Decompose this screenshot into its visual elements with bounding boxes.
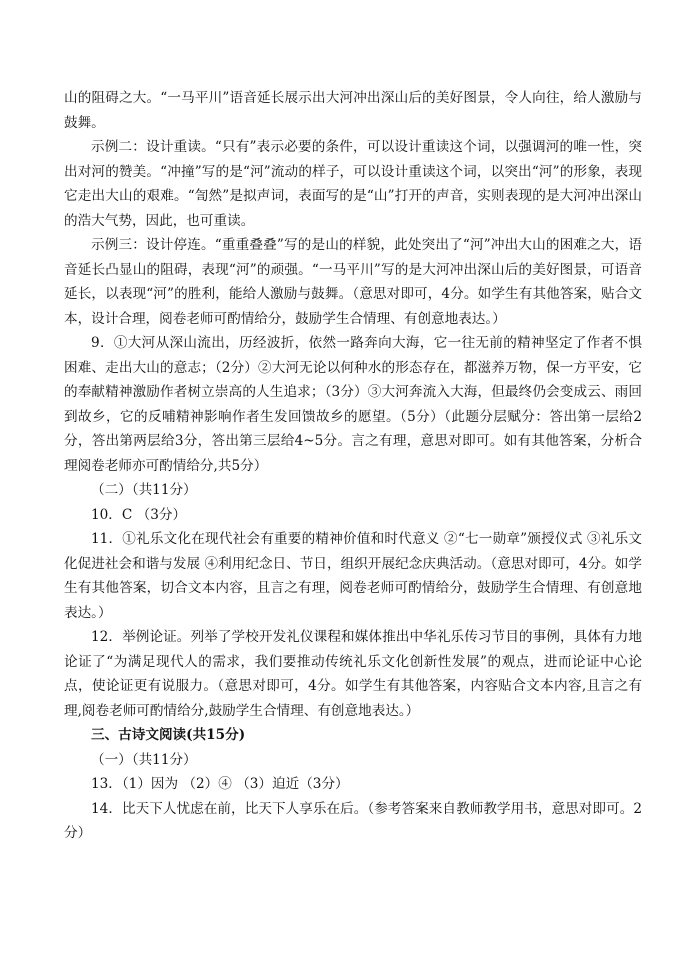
answer-10: 10．C （3分） <box>91 506 187 523</box>
paragraph-example-three: 示例三：设计停连。“重重叠叠”写的是山的样貌，此处突出了“河”冲出大山的困难之大，语音延长凸显山的阻碍，表现“河”的顽强。“一马平川”写的是大河冲出深山后的美好图景，可语音延长，以表现“河”的胜利，能给人激励与鼓舞。（意思对即可，4分。如学生有其他答案，贴合文本，设计合理，阅卷老师可酌情给分，鼓励学生合情理、有创意地表达。） <box>64 237 642 327</box>
subsection-heading-part-one: （一）（共11分） <box>91 751 197 768</box>
answer-11: 11．①礼乐文化在现代社会有重要的精神价值和时代意义 ②“七一勋章”颁授仪式 ③礼乐文化促进社会和谐与发展 ④利用纪念日、节日，组织开展纪念庆典活动。（意思对即可，4分。如学生有其他答案，切合文本内容，且言之有理，阅卷老师可酌情给分，鼓励学生合情理、有创意地表达。） <box>64 531 642 621</box>
answer-9: 9．①大河从深山流出，历经波折，依然一路奔向大海，它一往无前的精神坚定了作者不惧困难、走出大山的意志；（2分）②大河无论以何种水的形态存在，都滋养万物，保一方平安，它的奉献精神激励作者树立崇高的人生追求；（3分）③大河奔流入大海，但最终仍会变成云、雨回到故乡，它的反哺精神影响作者生发回馈故乡的愿望。（5分）（此题分层赋分：答出第一层给2分，答出第两层给3分，答出第三层给4~5分。言之有理，意思对即可。如有其他答案，分析合理阅卷老师亦可酌情给分,共5分） <box>64 335 642 474</box>
paragraph-example-two: 示例二：设计重读。“只有”表示必要的条件，可以设计重读这个词，以强调河的唯一性，突出对河的赞美。“冲撞”写的是“河”流动的样子，可以设计重读这个词，以突出“河”的形象，表现它走出大山的艰难。“訇然”是拟声词，表面写的是“山”打开的声音，实则表现的是大河冲出深山的浩大气势，因此，也可重读。 <box>64 139 642 229</box>
section-heading-classical-poetry: 三、古诗文阅读(共15分) <box>91 727 246 743</box>
document-body <box>64 86 642 846</box>
answer-14: 14．比天下人忧虑在前，比天下人享乐在后。（参考答案来自教师教学用书，意思对即可。2分） <box>64 800 642 841</box>
answer-13: 13．（1）因为 （2）④ （3）迫近（3分） <box>91 776 349 792</box>
answer-12: 12．举例论证。列举了学校开发礼仪课程和媒体推出中华礼乐传习节目的事例，具体有力地论证了“为满足现代人的需求，我们要推动传统礼乐文化创新性发展”的观点，进而论证中心论点，使论证更有说服力。（意思对即可，4分。如学生有其他答案，内容贴合文本内容,且言之有理,阅卷老师可酌情给分,鼓励学生合情理、有创意地表达。） <box>64 629 642 719</box>
paragraph-continuation: 山的阻碍之大。“一马平川”语音延长展示出大河冲出深山后的美好图景，令人向往，给人激励与鼓舞。 <box>64 90 642 131</box>
section-heading-part-two: （二）（共11分） <box>91 482 197 498</box>
